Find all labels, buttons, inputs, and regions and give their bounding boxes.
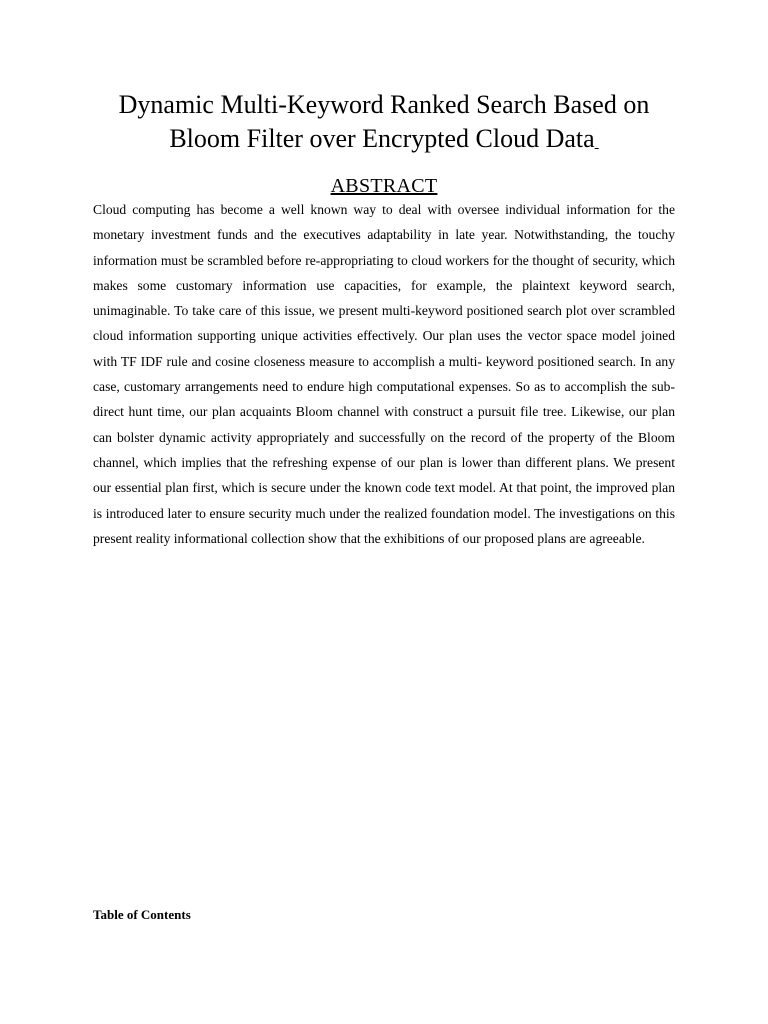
abstract-heading: ABSTRACT [330, 175, 438, 197]
title-line-2 [60, 122, 708, 160]
table-of-contents-heading: Table of Contents [93, 907, 191, 922]
abstract-paragraph: Cloud computing has become a well known way to deal with oversee individual information for the monetary investment funds and the executives adaptability in late year. Notwithstanding, the touchy information must be scrambled before re-appropriating to cloud workers for the thought of security, which makes some customary information use capacities, for example, the plaintext keyword search, unimaginable. To take care of this issue, we present multi-keyword positioned search plot over scrambled cloud information supporting unique activities effectively. Our plan uses the vector space model joined with TF IDF rule and cosine closeness measure to accomplish a multi- keyword positioned search. In any case, customary arrangements need to endure high computational expenses. So as to accomplish the sub-direct hunt time, our plan acquaints Bloom channel with construct a pursuit file tree. Likewise, our plan can bolster dynamic activity appropriately and successfully on the record of the property of the Bloom channel, which implies that the refreshing expense of our plan is lower than different plans. We present our essential plan first, which is secure under the known code text model. At that point, the improved plan is introduced later to ensure security much under the realized foundation model. The investigations on this present reality informational collection show that the exhibitions of our proposed plans are agreeable. [93, 202, 675, 546]
document-title [60, 88, 708, 160]
title-trailing-underline [595, 134, 599, 151]
title-line-1: Dynamic Multi-Keyword Ranked Search Based on [118, 90, 650, 119]
title-line-2-text: Bloom Filter over Encrypted Cloud Data [169, 124, 595, 153]
